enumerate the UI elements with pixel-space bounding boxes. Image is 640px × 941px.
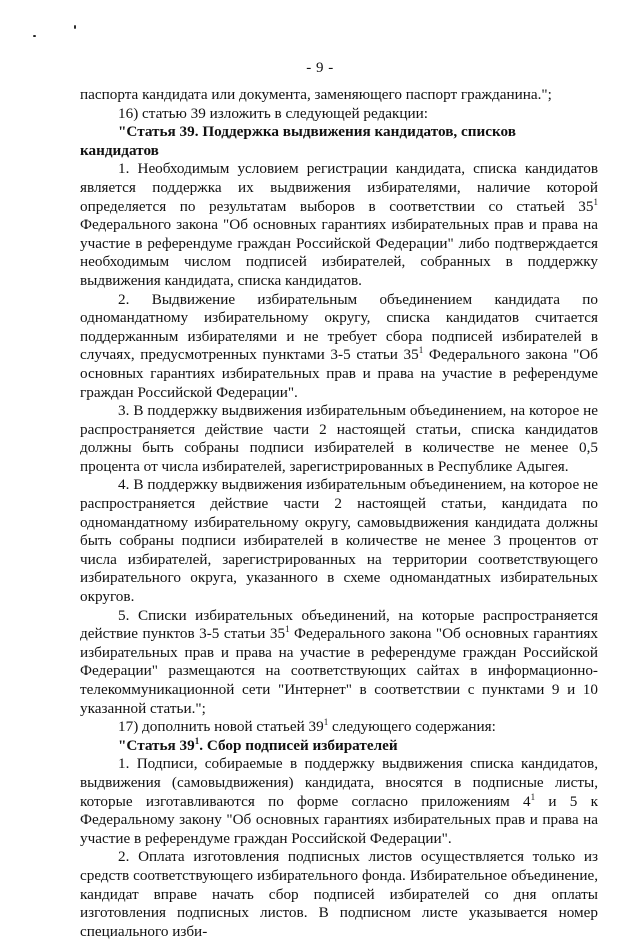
scan-speck (74, 25, 76, 29)
text-segment: . Сбор подписей избирателей (199, 736, 398, 754)
document-body (80, 86, 598, 941)
text-segment: следующего содержания: (328, 718, 496, 736)
superscript: 1 (418, 345, 424, 356)
article-heading (80, 123, 598, 160)
text-segment: 17) дополнить новой статьей 39 (118, 718, 324, 736)
paragraph (80, 607, 598, 719)
text-segment: "Статья 39 (118, 736, 195, 754)
text-segment: 2. Выдвижение избирательным объединением кандидата по одномандатному избирательному округу, списка кандидатов считается поддержанным избирателями и не требует сбора подписей избирателей в случаях, предусмотренных пунктами 3-5 статьи 35 (80, 290, 598, 364)
superscript: 1 (194, 735, 200, 746)
text-segment: и 5 к Федеральному закону "Об основных гарантиях избирательных прав и права на участие в референдуме граждан Российской Федерации". (80, 792, 598, 847)
superscript: 1 (593, 196, 598, 207)
text-segment: 1. Необходимым условием регистрации кандидата, списка кандидатов является поддержка их выдвижения избирателями, наличие которой определяется по результатам выборов в соответствии со статьей 35 (80, 160, 598, 215)
superscript: 1 (285, 624, 290, 635)
superscript: 1 (530, 791, 536, 802)
paragraph (80, 291, 598, 403)
article-heading (80, 737, 598, 756)
text-segment: 5. Списки избирательных объединений, на которые распространяется действие пунктов 3-5 статьи 35 (80, 606, 598, 643)
paragraph (80, 402, 598, 476)
paragraph (80, 718, 598, 737)
paragraph (80, 105, 598, 124)
text-segment: Федерального закона "Об основных гарантиях избирательных прав и права на участие в референдуме граждан Российской Федерации" размещаются на соответствующих сайтах в информационно-телекоммуникационной сети "Интернет" в соответствии с пунктами 9 и 10 указанной статьи."; (80, 625, 598, 717)
scan-speck (33, 35, 36, 37)
text-segment: 16) статью 39 изложить в следующей редакции: (118, 104, 428, 122)
paragraph (80, 86, 598, 105)
text-segment: Федерального закона "Об основных гарантиях избирательных прав и права на участие в референдуме граждан Российской Федерации" либо подтверждается необходимым числом подписей избирателей, собранных в поддержку выдвижения кандидата, списка кандидатов. (80, 216, 598, 289)
text-segment: 3. В поддержку выдвижения избирательным объединением, на которое не распространяется действие части 2 настоящей статьи, списка кандидатов должны быть собраны подписи избирателей в количестве не менее 0,5 процента от числа избирателей, зарегистрированных в Республике Адыгея. (80, 402, 598, 475)
text-segment: 4. В поддержку выдвижения избирательным объединением, на которое не распространяется действие части 2 настоящей статьи, кандидата по одномандатному избирательному округу, самовыдвижения кандидата должны быть собраны подписи избирателей в количестве не менее 3 процентов от числа избирателей, зарегистрированных на территории соответствующего избирательного округа, указанного в схеме одномандатных избирательных округов. (80, 476, 598, 606)
paragraph (80, 160, 598, 290)
paragraph (80, 476, 598, 606)
text-segment: паспорта кандидата или документа, заменяющего паспорт гражданина."; (80, 86, 552, 103)
paragraph (80, 755, 598, 848)
text-segment: "Статья 39. Поддержка выдвижения кандидатов, списков кандидатов (80, 123, 516, 159)
paragraph (80, 848, 598, 941)
text-segment: 1. Подписи, собираемые в поддержку выдвижения списка кандидатов, выдвижения (самовыдвижения) кандидата, вносятся в подписные листы, которые изготавливаются по форме согласно приложениям 4 (80, 755, 598, 810)
page-number: - 9 - (306, 60, 334, 76)
text-segment: Федерального закона "Об основных гарантиях избирательных прав и права на участие в референдуме граждан Российской Федерации". (80, 346, 598, 401)
superscript: 1 (323, 717, 329, 728)
text-segment: 2. Оплата изготовления подписных листов осуществляется только из средств соответствующего избирательного фонда. Избирательное объединение, кандидат вправе начать сбор подписей избирателей со дня оплаты изготовления подписных листов. В подписном листе указывается номер специального изби- (80, 848, 598, 940)
